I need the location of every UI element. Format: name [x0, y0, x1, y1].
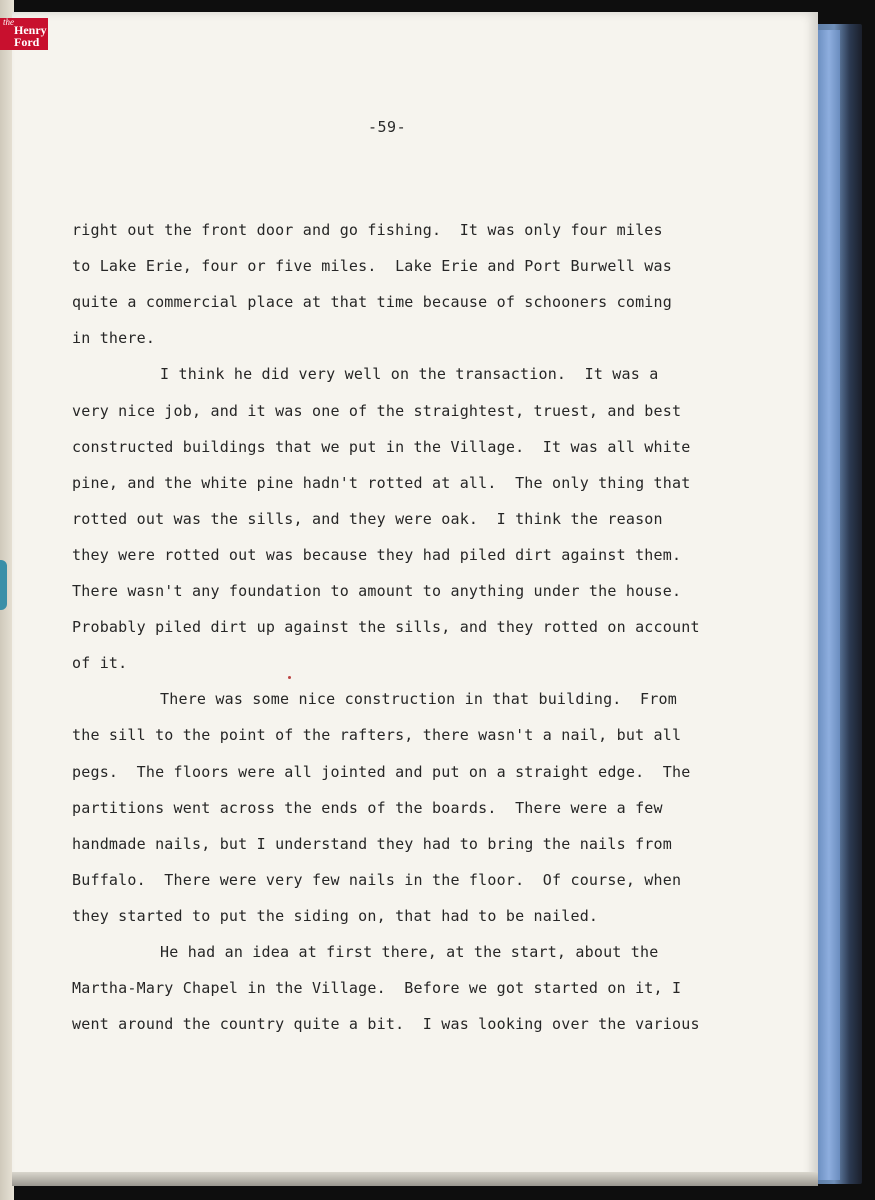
text-line: There was some nice construction in that building. From [160, 690, 677, 709]
logo-the: the [3, 17, 14, 27]
text-line: right out the front door and go fishing. It was only four miles [72, 221, 663, 239]
page-number: -59- [368, 118, 407, 136]
text-line: Probably piled dirt up against the sills, and they rotted on account [72, 618, 700, 637]
text-line: went around the country quite a bit. I was looking over the various [72, 1015, 700, 1034]
text-line: Buffalo. There were very few nails in the floor. Of course, when [72, 870, 682, 889]
text-line: very nice job, and it was one of the straightest, truest, and best [72, 401, 682, 420]
text-line: He had an idea at first there, at the start, about the [160, 943, 659, 961]
text-line: handmade nails, but I understand they had to bring the nails from [72, 834, 672, 853]
text-line: constructed buildings that we put in the Village. It was all white [72, 437, 691, 456]
text-line: in there. [72, 329, 156, 348]
text-line: to Lake Erie, four or five miles. Lake Erie and Port Burwell was [72, 257, 672, 276]
logo-henry: Henry [14, 23, 47, 37]
text-line: they were rotted out was because they had piled dirt against them. [72, 545, 682, 564]
text-line: Martha-Mary Chapel in the Village. Before we got started on it, I [72, 979, 682, 998]
page-tab-marker [0, 560, 7, 610]
text-line: quite a commercial place at that time because of schooners coming [72, 293, 672, 312]
henry-ford-logo [0, 18, 48, 50]
text-line: partitions went across the ends of the boards. There were a few [72, 798, 663, 817]
text-line: rotted out was the sills, and they were oak. I think the reason [72, 509, 663, 528]
page-bottom-edge [12, 1172, 818, 1186]
text-line: pine, and the white pine hadn't rotted at all. The only thing that [72, 473, 691, 492]
book-cover-stripe [818, 30, 840, 1180]
text-line: pegs. The floors were all jointed and put on a straight edge. The [72, 762, 691, 781]
text-line: I think he did very well on the transaction. It was a [160, 365, 659, 384]
logo-ford: Ford [14, 35, 40, 49]
text-line: they started to put the siding on, that had to be nailed. [72, 906, 599, 925]
text-line: There wasn't any foundation to amount to anything under the house. [72, 582, 682, 600]
text-line: the sill to the point of the rafters, there wasn't a nail, but all [72, 726, 682, 745]
ink-mark [288, 676, 291, 679]
text-line: of it. [72, 654, 128, 673]
